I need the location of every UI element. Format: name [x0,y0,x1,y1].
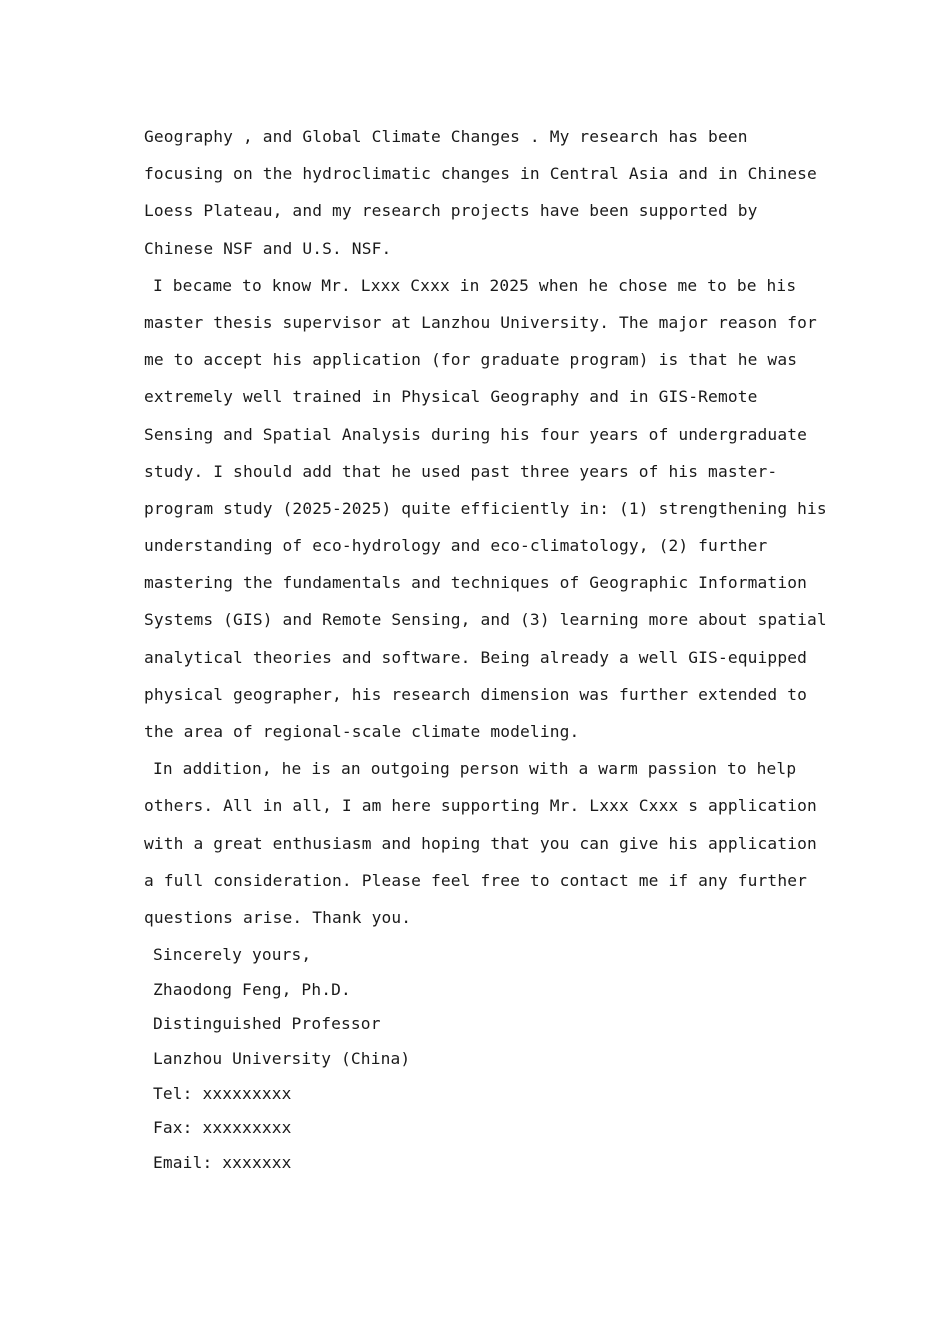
text-line: me to accept his application (for graduate program) is that he was [144,350,798,370]
text-line: with a great enthusiasm and hoping that you can give his application [144,833,817,853]
text-line: understanding of eco-hydrology and eco-climatology, (2) further [144,536,768,556]
text-line: Geography , and Global Climate Changes . My research has been [144,127,748,146]
text-line: questions arise. Thank you. [144,907,412,927]
text-line: study. I should add that he used past three years of his master- [144,461,778,481]
text-line: a full consideration. Please feel free to contact me if any further [144,870,808,890]
text-line: extremely well trained in Physical Geography and in GIS-Remote [144,387,758,407]
signer-affiliation: Lanzhou University (China) [153,1048,411,1068]
text-line: Loess Plateau, and my research projects have been supported by [144,201,758,221]
text-line: mastering the fundamentals and techniques of Geographic Information [144,573,808,593]
text-line: I became to know Mr. Lxxx Cxxx in 2025 when he chose me to be his [153,275,797,295]
contact-fax: Fax: xxxxxxxxx [153,1118,292,1138]
text-line: master thesis supervisor at Lanzhou University. The major reason for [144,312,817,332]
text-line: In addition, he is an outgoing person with a warm passion to help [153,759,797,779]
text-line: the area of regional-scale climate modeling. [144,722,580,741]
letter-page [144,120,827,1180]
paragraph-research-background [144,120,824,269]
signer-name: Zhaodong Feng, Ph.D. [153,979,351,999]
paragraph-candidate-assessment [144,269,827,752]
signer-title: Distinguished Professor [153,1014,381,1034]
text-line: Systems (GIS) and Remote Sensing, and (3) learning more about spatial [144,610,827,630]
signature-block [144,938,824,1180]
contact-tel: Tel: xxxxxxxxx [153,1083,292,1103]
paragraph-recommendation [144,752,824,938]
text-line: analytical theories and software. Being already a well GIS-equipped [144,647,808,667]
contact-email: Email: xxxxxxx [153,1152,292,1172]
text-line: physical geographer, his research dimension was further extended to [144,684,808,704]
text-line: Chinese NSF and U.S. NSF. [144,238,392,258]
text-line: Sensing and Spatial Analysis during his four years of undergraduate [144,424,808,444]
text-line: others. All in all, I am here supporting Mr. Lxxx Cxxx s application [144,796,817,816]
text-line: focusing on the hydroclimatic changes in Central Asia and in Chinese [144,164,817,184]
closing: Sincerely yours, [153,945,312,965]
text-line: program study (2025-2025) quite efficiently in: (1) strengthening his [144,498,827,518]
